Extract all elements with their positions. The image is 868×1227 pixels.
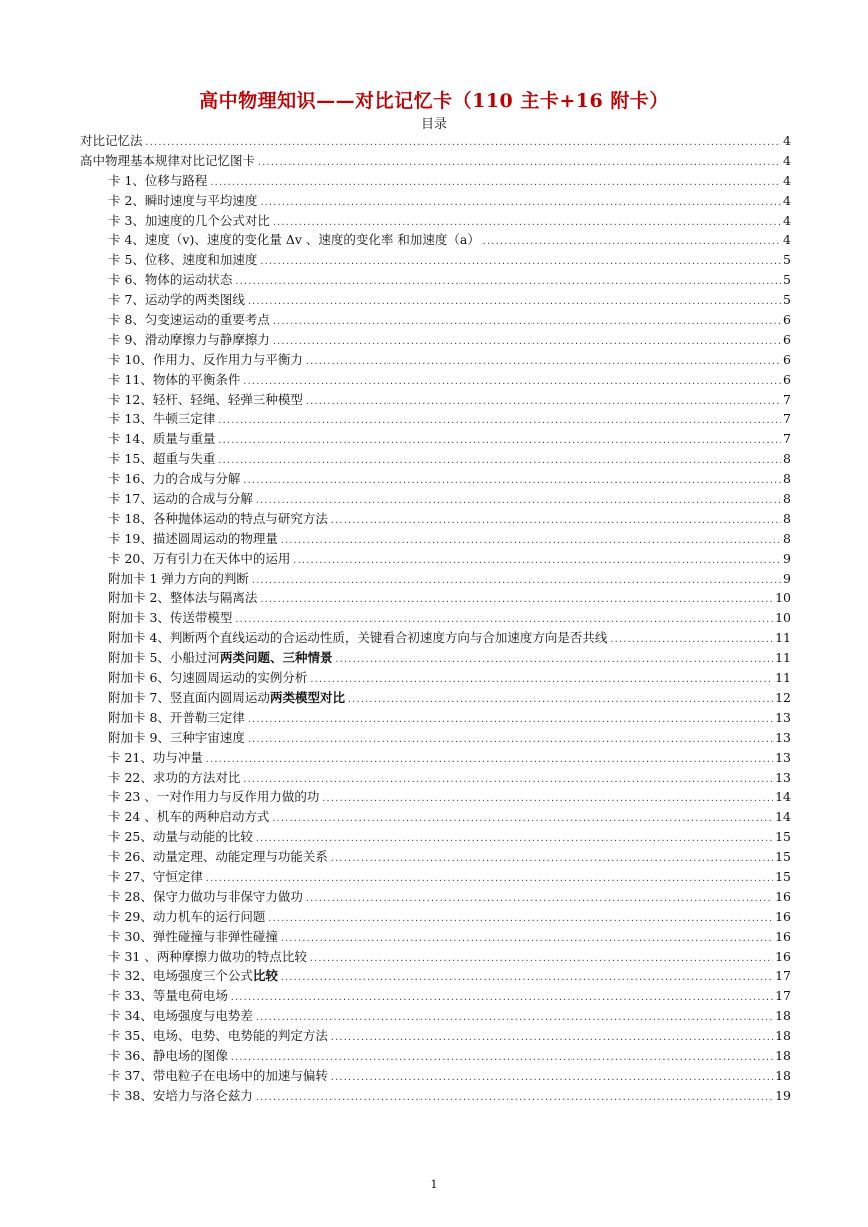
- toc-entry[interactable]: [80, 489, 791, 509]
- toc-dot-leader: [272, 312, 781, 332]
- toc-entry-label: 卡 38、安培力与洛仑兹力: [108, 1087, 253, 1103]
- toc-entry-label: 卡 21、功与冲量: [108, 749, 203, 765]
- toc-entry-label: 卡 33、等量电荷电场: [108, 988, 228, 1004]
- toc-entry-page: 17: [775, 988, 791, 1004]
- toc-entry-page: 8: [783, 471, 791, 487]
- toc-dot-leader: [305, 392, 781, 412]
- toc-entry-label: 卡 25、动量与动能的比较: [108, 829, 253, 845]
- toc-entry[interactable]: [80, 588, 791, 608]
- toc-entry[interactable]: [80, 370, 791, 390]
- toc-dot-leader: [209, 173, 781, 193]
- toc-entry[interactable]: [80, 887, 791, 907]
- toc-entry[interactable]: [80, 768, 791, 788]
- toc-entry-page: 19: [775, 1087, 791, 1103]
- toc-entry-page: 7: [783, 391, 791, 407]
- toc-entry-page: 16: [775, 928, 791, 944]
- toc-entry-page: 10: [775, 590, 791, 606]
- toc-entry[interactable]: [80, 409, 791, 429]
- toc-entry-label: 卡 8、匀变速运动的重要考点: [108, 312, 270, 328]
- toc-entry-page: 5: [783, 272, 791, 288]
- toc-entry-label: 高中物理基本规律对比记忆图卡: [80, 152, 256, 168]
- toc-entry-label: 附加卡 5、小船过河两类问题、三种情景: [108, 650, 333, 666]
- toc-entry-page: 13: [775, 729, 791, 745]
- toc-dot-leader: [217, 451, 781, 471]
- toc-entry-label: 卡 10、作用力、反作用力与平衡力: [108, 351, 303, 367]
- toc-entry-label: 卡 28、保守力做功与非保守力做功: [108, 888, 303, 904]
- toc-entry-label-bold: 比较: [252, 968, 278, 984]
- toc-dot-leader: [251, 571, 781, 591]
- toc-entry[interactable]: [80, 131, 791, 151]
- toc-entry-page: 6: [783, 312, 791, 328]
- toc-entry[interactable]: [80, 290, 791, 310]
- toc-entry[interactable]: [80, 648, 791, 668]
- toc-entry-page: 6: [783, 371, 791, 387]
- toc-entry-page: 18: [775, 1047, 791, 1063]
- toc-entry-page: 4: [783, 192, 791, 208]
- toc-dot-leader: [330, 511, 781, 531]
- toc-entry[interactable]: [80, 569, 791, 589]
- toc-dot-leader: [217, 411, 781, 431]
- toc-dot-leader: [609, 630, 773, 650]
- toc-entry-label: 卡 36、静电场的图像: [108, 1047, 228, 1063]
- toc-dot-leader: [217, 431, 781, 451]
- toc-entry-label: 卡 11、物体的平衡条件: [108, 371, 241, 387]
- toc-entry-label: 卡 37、带电粒子在电场中的加速与偏转: [108, 1067, 328, 1083]
- toc-entry-label-bold: 两类问题、三种情景: [219, 650, 333, 666]
- toc-entry-page: 6: [783, 331, 791, 347]
- toc-entry-page: 10: [775, 610, 791, 626]
- toc-entry-label: 卡 26、动量定理、动能定理与功能关系: [108, 849, 328, 865]
- toc-entry-label: 卡 5、位移、速度和加速度: [108, 252, 258, 268]
- toc-entry-page: 8: [783, 491, 791, 507]
- toc-entry-label-bold: 两类模型对比: [269, 689, 345, 705]
- toc-dot-leader: [292, 551, 781, 571]
- toc-entry[interactable]: [80, 688, 791, 708]
- toc-dot-leader: [280, 929, 773, 949]
- toc-entry[interactable]: [80, 230, 791, 250]
- toc-entry[interactable]: [80, 867, 791, 887]
- toc-dot-leader: [309, 670, 773, 690]
- toc-entry[interactable]: [80, 907, 791, 927]
- toc-dot-leader: [305, 889, 773, 909]
- toc-entry[interactable]: [80, 350, 791, 370]
- toc-entry-page: 8: [783, 510, 791, 526]
- toc-entry-page: 15: [775, 829, 791, 845]
- toc-dot-leader: [257, 153, 781, 173]
- toc-entry-label: 卡 12、轻杆、轻绳、轻弹三种模型: [108, 391, 303, 407]
- toc-dot-leader: [242, 471, 781, 491]
- table-of-contents: [80, 131, 791, 1106]
- toc-entry-label: 卡 17、运动的合成与分解: [108, 491, 253, 507]
- toc-entry-page: 18: [775, 1028, 791, 1044]
- toc-dot-leader: [242, 770, 773, 790]
- toc-entry-page: 18: [775, 1008, 791, 1024]
- toc-entry[interactable]: [80, 549, 791, 569]
- toc-entry[interactable]: [80, 250, 791, 270]
- toc-dot-leader: [247, 730, 773, 750]
- toc-entry-label: 附加卡 6、匀速圆周运动的实例分析: [108, 670, 308, 686]
- toc-dot-leader: [255, 829, 773, 849]
- toc-dot-leader: [259, 590, 773, 610]
- toc-entry-page: 14: [775, 809, 791, 825]
- toc-entry[interactable]: [80, 628, 791, 648]
- toc-entry[interactable]: [80, 171, 791, 191]
- toc-entry-label: 对比记忆法: [80, 133, 143, 148]
- toc-entry[interactable]: [80, 748, 791, 768]
- toc-entry[interactable]: [80, 1026, 791, 1046]
- toc-entry-page: 8: [783, 530, 791, 546]
- toc-entry-label: 附加卡 9、三种宇宙速度: [108, 729, 245, 745]
- toc-entry-label: 卡 16、力的合成与分解: [108, 471, 241, 487]
- toc-entry-label: 卡 24 、机车的两种启动方式: [108, 809, 270, 825]
- toc-dot-leader: [205, 750, 773, 770]
- toc-entry[interactable]: [80, 708, 791, 728]
- toc-dot-leader: [305, 352, 781, 372]
- toc-dot-leader: [247, 710, 773, 730]
- toc-dot-leader: [334, 650, 773, 670]
- toc-entry-page: 16: [775, 908, 791, 924]
- toc-entry[interactable]: [80, 1046, 791, 1066]
- toc-entry-page: 13: [775, 709, 791, 725]
- toc-entry-page: 17: [775, 968, 791, 984]
- toc-entry[interactable]: [80, 429, 791, 449]
- toc-entry[interactable]: [80, 330, 791, 350]
- toc-entry-label: 附加卡 2、整体法与隔离法: [108, 590, 258, 606]
- toc-entry-page: 18: [775, 1067, 791, 1083]
- toc-entry[interactable]: [80, 728, 791, 748]
- page-number: 1: [430, 1178, 438, 1191]
- toc-dot-leader: [330, 849, 773, 869]
- toc-dot-leader: [280, 968, 773, 988]
- toc-entry-page: 13: [775, 749, 791, 765]
- toc-entry-label: 附加卡 1 弹力方向的判断: [108, 570, 249, 586]
- toc-entry-label: 附加卡 3、传送带模型: [108, 610, 233, 626]
- toc-dot-leader: [242, 372, 781, 392]
- toc-entry-page: 7: [783, 431, 791, 447]
- toc-entry-page: 11: [775, 670, 791, 686]
- toc-entry[interactable]: [80, 986, 791, 1006]
- toc-entry[interactable]: [80, 1006, 791, 1026]
- toc-dot-leader: [230, 988, 773, 1008]
- toc-dot-leader: [247, 292, 781, 312]
- toc-entry-page: 5: [783, 252, 791, 268]
- toc-dot-leader: [330, 1028, 773, 1048]
- toc-entry-page: 13: [775, 769, 791, 785]
- toc-entry-label: 卡 23 、一对作用力与反作用力做的功: [108, 789, 320, 805]
- toc-entry-label: 附加卡 4、判断两个直线运动的合运动性质，关键看合初速度方向与合加速度方向是否共线: [108, 630, 608, 646]
- toc-dot-leader: [321, 789, 773, 809]
- toc-entry-label: 卡 32、电场强度三个公式比较: [108, 968, 278, 984]
- toc-entry-label: 卡 4、速度（v)、速度的变化量 Δv 、速度的变化率 和加速度（a）: [108, 232, 480, 248]
- toc-entry[interactable]: [80, 947, 791, 967]
- toc-entry-page: 4: [783, 212, 791, 228]
- toc-dot-leader: [272, 332, 781, 352]
- toc-entry-page: 5: [783, 292, 791, 308]
- toc-entry-label: 卡 20、万有引力在天体中的运用: [108, 550, 291, 566]
- toc-entry-page: 7: [783, 411, 791, 427]
- toc-heading: 目录: [420, 117, 447, 132]
- toc-entry-label: 附加卡 7、竖直面内圆周运动两类模型对比: [108, 689, 345, 705]
- toc-dot-leader: [271, 809, 773, 829]
- toc-entry-label: 卡 35、电场、电势、电势能的判定方法: [108, 1028, 328, 1044]
- toc-dot-leader: [347, 690, 773, 710]
- toc-entry[interactable]: [80, 807, 791, 827]
- toc-entry[interactable]: [80, 509, 791, 529]
- toc-entry-page: 8: [783, 451, 791, 467]
- toc-entry-label: 卡 9、滑动摩擦力与静摩擦力: [108, 331, 270, 347]
- toc-entry[interactable]: [80, 270, 791, 290]
- toc-entry-label: 卡 15、超重与失重: [108, 451, 216, 467]
- toc-dot-leader: [255, 1008, 773, 1028]
- toc-entry-page: 16: [775, 888, 791, 904]
- toc-dot-leader: [259, 252, 781, 272]
- toc-entry-label: 卡 18、各种抛体运动的特点与研究方法: [108, 510, 328, 526]
- toc-dot-leader: [330, 1068, 773, 1088]
- toc-entry-page: 4: [783, 232, 791, 248]
- toc-dot-leader: [482, 232, 781, 252]
- toc-entry[interactable]: [80, 966, 791, 986]
- toc-entry-label: 附加卡 8、开普勒三定律: [108, 709, 245, 725]
- toc-entry-label: 卡 3、加速度的几个公式对比: [108, 212, 270, 228]
- toc-entry[interactable]: [80, 1066, 791, 1086]
- toc-entry[interactable]: [80, 827, 791, 847]
- toc-entry[interactable]: [80, 1086, 791, 1106]
- toc-entry-label: 卡 29、动力机车的运行问题: [108, 908, 266, 924]
- toc-entry[interactable]: [80, 449, 791, 469]
- toc-entry[interactable]: [80, 608, 791, 628]
- toc-entry[interactable]: [80, 529, 791, 549]
- toc-entry-page: 15: [775, 849, 791, 865]
- toc-entry-page: 9: [783, 550, 791, 566]
- toc-entry-page: 4: [783, 133, 791, 148]
- toc-entry-page: 4: [783, 152, 791, 168]
- toc-dot-leader: [280, 531, 781, 551]
- toc-entry-label: 卡 7、运动学的两类图线: [108, 292, 245, 308]
- toc-entry[interactable]: [80, 191, 791, 211]
- toc-entry-page: 12: [775, 689, 791, 705]
- toc-entry-label: 卡 1、位移与路程: [108, 172, 208, 188]
- toc-entry[interactable]: [80, 151, 791, 171]
- toc-entry-page: 14: [775, 789, 791, 805]
- toc-dot-leader: [255, 1088, 773, 1108]
- toc-entry[interactable]: [80, 211, 791, 231]
- toc-entry-label: 卡 30、弹性碰撞与非弹性碰撞: [108, 928, 278, 944]
- toc-entry-label: 卡 2、瞬时速度与平均速度: [108, 192, 258, 208]
- toc-entry-label: 卡 19、描述圆周运动的物理量: [108, 530, 278, 546]
- toc-entry[interactable]: [80, 927, 791, 947]
- toc-entry-page: 9: [783, 570, 791, 586]
- toc-dot-leader: [267, 909, 773, 929]
- toc-dot-leader: [259, 193, 781, 213]
- toc-entry[interactable]: [80, 390, 791, 410]
- toc-entry[interactable]: [80, 787, 791, 807]
- toc-entry[interactable]: [80, 668, 791, 688]
- toc-entry[interactable]: [80, 469, 791, 489]
- toc-entry-page: 11: [775, 630, 791, 646]
- toc-entry-label: 卡 13、牛顿三定律: [108, 411, 216, 427]
- toc-entry-page: 15: [775, 868, 791, 884]
- toc-entry-label: 卡 31 、两种摩擦力做功的特点比较: [108, 948, 307, 964]
- toc-entry-label: 卡 6、物体的运动状态: [108, 272, 233, 288]
- document-title: 高中物理知识——对比记忆卡（110 主卡+16 附卡）: [199, 90, 669, 112]
- toc-entry-page: 6: [783, 351, 791, 367]
- toc-dot-leader: [234, 272, 781, 292]
- toc-entry-page: 4: [783, 172, 791, 188]
- toc-entry-page: 16: [775, 948, 791, 964]
- toc-entry[interactable]: [80, 847, 791, 867]
- toc-entry[interactable]: [80, 310, 791, 330]
- toc-entry-page: 11: [775, 650, 791, 666]
- toc-entry-label: 卡 27、守恒定律: [108, 868, 203, 884]
- toc-entry-label: 卡 14、质量与重量: [108, 431, 216, 447]
- toc-dot-leader: [309, 949, 773, 969]
- toc-entry-label: 卡 22、求功的方法对比: [108, 769, 241, 785]
- toc-entry-label: 卡 34、电场强度与电势差: [108, 1008, 253, 1024]
- toc-dot-leader: [255, 491, 781, 511]
